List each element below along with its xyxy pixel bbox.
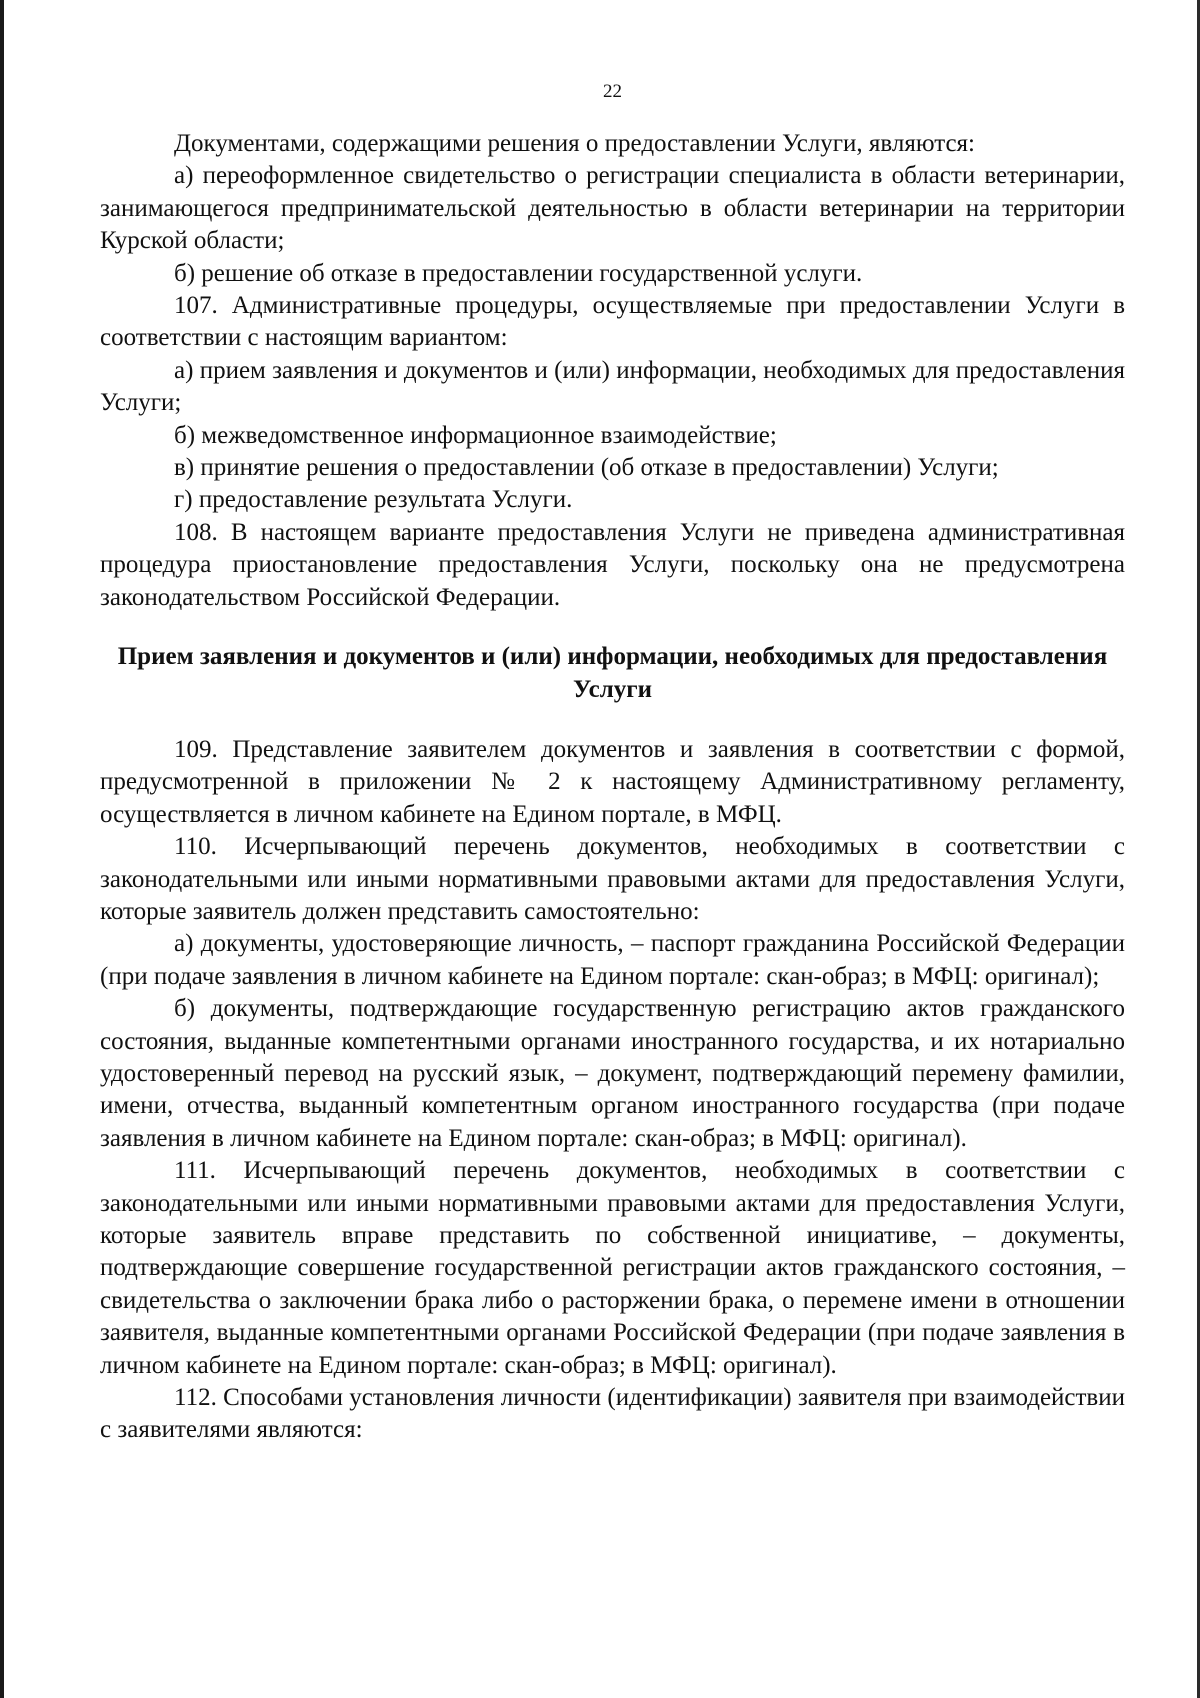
document-body bbox=[100, 128, 1125, 1447]
paragraph-107-a: а) прием заявления и документов и (или) информации, необходимых для предоставления Услуги; bbox=[100, 356, 1125, 417]
page-number: 22 bbox=[603, 81, 622, 102]
paragraph-110-b: б) документы, подтверждающие государственную регистрацию актов гражданского состояния, выданные компетентными органами иностранного государства, и их нотариально удостоверенный перевод на русский язык, – документ, подтверждающий перемену фамилии, имени, отчества, выданный компетентным органом иностранного государства (при подаче заявления в личном кабинете на Едином портале: скан-образ; в МФЦ: оригинал). bbox=[100, 995, 1125, 1152]
paragraph-109: 109. Представление заявителем документов и заявления в соответствии с формой, предусмотренной в приложении № 2 к настоящему Административному регламенту, осуществляется в личном кабинете на Едином портале, в МФЦ. bbox=[100, 735, 1125, 828]
paragraph-107-v: в) принятие решения о предоставлении (об отказе в предоставлении) Услуги; bbox=[174, 454, 999, 482]
paragraph-108: 108. В настоящем варианте предоставления Услуги не приведена административная процедура приостановление предоставления Услуги, поскольку она не предусмотрена законодательством Российской Федерации. bbox=[100, 518, 1125, 611]
paragraph-results-intro: Документами, содержащими решения о предоставлении Услуги, являются: bbox=[174, 130, 975, 157]
paragraph-result-b: б) решение об отказе в предоставлении государственной услуги. bbox=[174, 259, 863, 287]
paragraph-107: 107. Административные процедуры, осуществляемые при предоставлении Услуги в соответствии с настоящим вариантом: bbox=[100, 292, 1125, 352]
paragraph-107-b: б) межведомственное информационное взаимодействие; bbox=[174, 421, 777, 449]
paragraph-107-g: г) предоставление результата Услуги. bbox=[174, 486, 573, 514]
section-heading: Прием заявления и документов и (или) информации, необходимых для предоставления Услуги bbox=[117, 643, 1108, 703]
scan-border-left bbox=[0, 0, 4, 1698]
paragraph-110: 110. Исчерпывающий перечень документов, необходимых в соответствии с законодательными или иными нормативными правовыми актами для предоставления Услуги, которые заявитель должен представить самостоятельно: bbox=[100, 833, 1125, 925]
paragraph-result-a: а) переоформленное свидетельство о регистрации специалиста в области ветеринарии, занимающегося предпринимательской деятельностью в области ветеринарии на территории Курской области; bbox=[100, 162, 1125, 255]
paragraph-111: 111. Исчерпывающий перечень документов, необходимых в соответствии с законодательными или иными нормативными правовыми актами для предоставления Услуги, которые заявитель вправе представить по собственной инициативе, – документы, подтверждающие совершение государственной регистрации актов гражданского состояния, – свидетельства о заключении брака либо о расторжении брака, о перемене имени в отношении заявителя, выданные компетентными органами Российской Федерации (при подаче заявления в личном кабинете на Едином портале: скан-образ; в МФЦ: оригинал). bbox=[100, 1157, 1125, 1379]
paragraph-110-a: а) документы, удостоверяющие личность, – паспорт гражданина Российской Федерации (при подаче заявления в личном кабинете на Едином портале: скан-образ; в МФЦ: оригинал); bbox=[100, 930, 1125, 990]
paragraph-112: 112. Способами установления личности (идентификации) заявителя при взаимодействии с заявителями являются: bbox=[100, 1384, 1125, 1444]
